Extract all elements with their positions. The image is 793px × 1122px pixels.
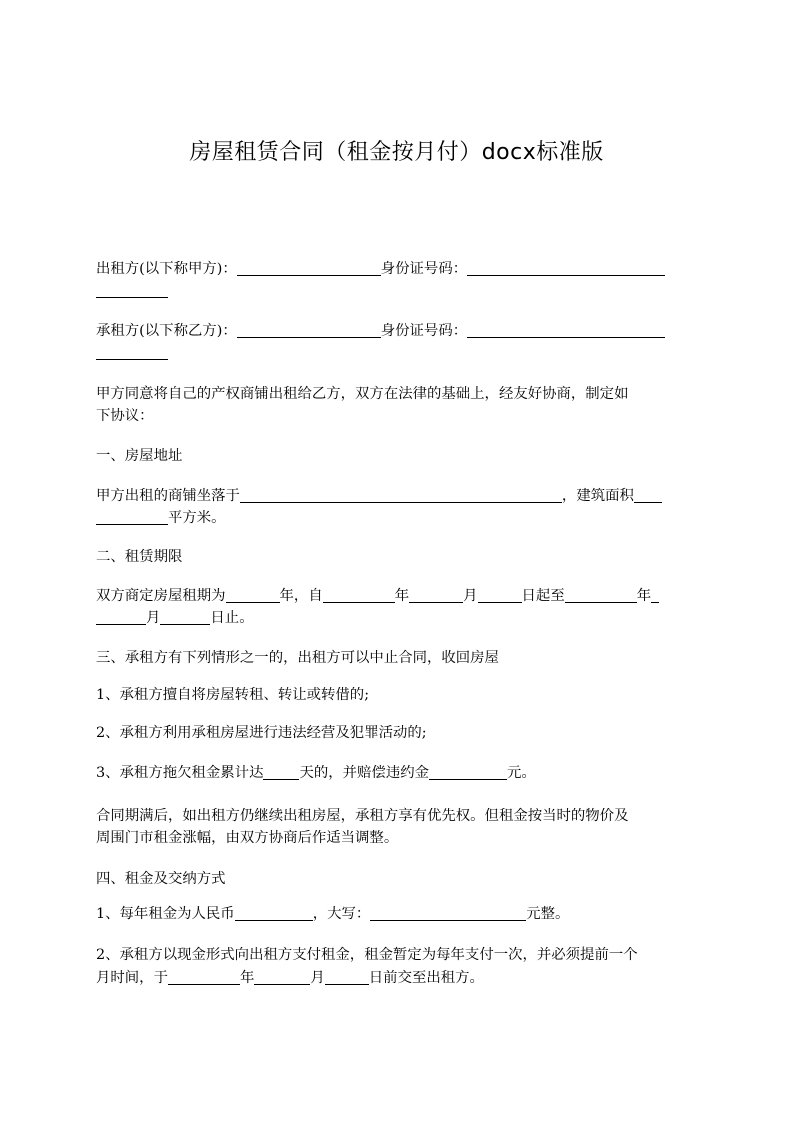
section1-text-b: ，建筑面积: [561, 488, 634, 504]
end-month-blank[interactable]: [651, 586, 659, 603]
section3-item-1: 1、承租方擅自将房屋转租、转让或转借的;: [96, 687, 370, 703]
section4-item2-text-c: 月: [310, 970, 325, 986]
section2-line-1: [96, 585, 696, 608]
section4-item1-text-c: 元整。: [526, 906, 570, 922]
section4-item1-text-a: 1、每年租金为人民币: [96, 906, 235, 922]
section2-text-f: 年: [636, 588, 652, 604]
start-month-blank[interactable]: [409, 586, 463, 603]
arrears-days-blank[interactable]: [263, 763, 299, 780]
start-year-blank[interactable]: [323, 586, 395, 603]
section2-text-b: 年，自: [279, 588, 323, 604]
pay-month-blank[interactable]: [254, 968, 310, 985]
section2-text-d: 月: [463, 588, 478, 604]
renewal-line-1: 合同期满后，如出租方仍继续出租房屋，承租方享有优先权。但租金按当时的物价及: [96, 808, 629, 824]
intro-line-1: 甲方同意将自己的产权商铺出租给乙方，双方在法律的基础上，经友好协商，制定如: [96, 386, 629, 402]
end-day-blank[interactable]: [160, 608, 210, 625]
section1-heading: 一、房屋地址: [96, 448, 183, 464]
lessor-label: 出租方(以下称甲方)：: [96, 261, 237, 277]
section1-line-1: [96, 485, 696, 508]
lessee-id-blank-cont[interactable]: [96, 343, 168, 360]
pay-day-blank[interactable]: [325, 968, 369, 985]
section3-item-3: [96, 762, 696, 785]
section2-heading: 二、租赁期限: [96, 549, 183, 565]
annual-rent-words-blank[interactable]: [370, 904, 526, 921]
section3-item3-text-b: 天的，并赔偿违约金: [299, 765, 429, 781]
section2-text-e: 日起至: [521, 588, 565, 604]
section4-item-2-line-2: [96, 967, 696, 990]
pay-year-blank[interactable]: [168, 968, 240, 985]
section1-text-c: 平方米。: [168, 510, 226, 526]
lessee-id-label: 身份证号码：: [380, 323, 468, 339]
lessor-id-label: 身份证号码：: [380, 261, 468, 277]
lessor-id-blank-cont[interactable]: [96, 281, 168, 298]
lessor-line-cont: [96, 280, 696, 303]
section2-text-h: 日止。: [210, 610, 254, 626]
section2-text-c: 年: [394, 588, 410, 604]
intro-line-2: 下协议：: [96, 408, 154, 424]
section2-line-2: [96, 607, 696, 630]
lessee-label: 承租方(以下称乙方)：: [96, 323, 237, 339]
annual-rent-blank[interactable]: [235, 904, 313, 921]
end-month-blank-cont[interactable]: [96, 608, 146, 625]
area-blank-cont[interactable]: [96, 508, 168, 525]
section1-text-a: 甲方出租的商铺坐落于: [96, 488, 240, 504]
section1-line-2: [96, 507, 696, 530]
section4-item1-text-b: ，大写：: [312, 906, 371, 922]
section4-item2-text-a: 月时间，于: [96, 970, 168, 986]
section3-item3-text-a: 3、承租方拖欠租金累计达: [96, 765, 264, 781]
section2-text-g: 月: [146, 610, 161, 626]
term-years-blank[interactable]: [226, 586, 280, 603]
lessor-id-blank[interactable]: [467, 259, 665, 276]
section3-item-2: 2、承租方利用承租房屋进行违法经营及犯罪活动的;: [96, 725, 427, 741]
area-blank[interactable]: [634, 486, 662, 503]
section2-text-a: 双方商定房屋租期为: [96, 588, 226, 604]
lessee-line-cont: [96, 342, 696, 365]
lessee-id-blank[interactable]: [467, 321, 665, 338]
section3-item3-text-c: 元。: [507, 765, 536, 781]
section4-item-1: [96, 903, 696, 926]
lessee-line: [96, 320, 696, 343]
address-blank[interactable]: [240, 486, 562, 503]
page-title: 房屋租赁合同（租金按月付）docx标准版: [189, 140, 604, 165]
section4-heading: 四、租金及交纳方式: [96, 871, 226, 887]
end-year-blank[interactable]: [565, 586, 637, 603]
section4-item2-text-b: 年: [239, 970, 255, 986]
section3-heading: 三、承租方有下列情形之一的，出租方可以中止合同，收回房屋: [96, 650, 499, 666]
lessee-name-blank[interactable]: [237, 321, 381, 338]
section4-item-2-line-1: 2、承租方以现金形式向出租方支付租金，租金暂定为每年支付一次，并必须提前一个: [96, 947, 638, 963]
lessor-name-blank[interactable]: [237, 259, 381, 276]
start-day-blank[interactable]: [478, 586, 522, 603]
renewal-line-2: 周围门市租金涨幅，由双方协商后作适当调整。: [96, 830, 399, 846]
lessor-line: [96, 258, 696, 281]
section4-item2-text-d: 日前交至出租方。: [368, 970, 484, 986]
penalty-blank[interactable]: [429, 763, 507, 780]
